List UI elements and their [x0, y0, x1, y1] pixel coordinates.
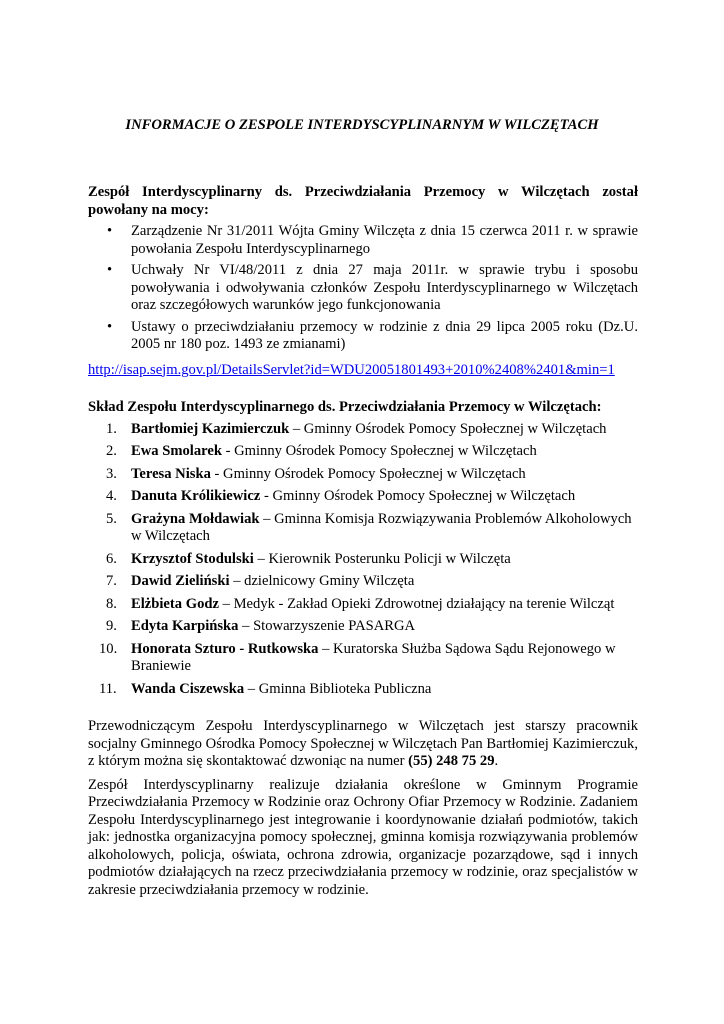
list-item	[88, 421, 638, 439]
chair-paragraph	[88, 718, 638, 771]
list-item	[88, 511, 638, 546]
item-number: 1.	[106, 420, 117, 437]
item-number: 6.	[106, 550, 117, 567]
member-role: - Gminny Ośrodek Pomocy Społecznej w Wilczętach	[221, 443, 537, 459]
members-heading: Skład Zespołu Interdyscyplinarnego ds. Przeciwdziałania Przemocy w Wilczętach:	[88, 399, 602, 415]
member-role: – Gminny Ośrodek Pomocy Społecznej w Wilczętach	[289, 420, 607, 437]
bullet-icon: •	[107, 223, 113, 239]
item-number: 3.	[106, 465, 117, 482]
item-number: 7.	[106, 573, 117, 589]
list-item	[88, 618, 638, 636]
list-item	[88, 262, 638, 315]
member-name: Bartłomiej Kazimierczuk	[131, 420, 290, 437]
legal-basis-text: Uchwały Nr VI/48/2011 z dnia 27 maja 2011r. w sprawie trybu i sposobu powoływania i odwoływania członków Zespołu Interdyscyplinarnego w Wilczętach oraz szczegółowych warunków jego funkcjonowania	[131, 262, 638, 313]
chair-text: Przewodniczącym Zespołu Interdyscyplinarnego w Wilczętach jest starszy pracownik socjalny Gminnego Ośrodka Pomocy Społecznej w Wilczętach Pan Bartłomiej Kazimierczuk, z którym można się skontaktować dzwoniąc na numer	[88, 718, 638, 769]
member-role: – Gminna Komisja Rozwiązywania Problemów Alkoholowych w Wilczętach	[131, 510, 632, 544]
member-role: – Stowarzyszenie PASARGA	[238, 618, 416, 634]
item-number: 4.	[106, 488, 117, 504]
list-item	[88, 641, 638, 676]
list-item	[88, 223, 638, 258]
item-number: 10.	[99, 640, 118, 657]
list-item	[88, 573, 638, 591]
member-name: Dawid Zieliński	[131, 573, 230, 589]
member-role: – Gminna Biblioteka Publiczna	[244, 680, 432, 697]
item-number: 11.	[99, 680, 117, 697]
legal-basis-text: Ustawy o przeciwdziałaniu przemocy w rodzinie z dnia 29 lipca 2005 roku (Dz.U. 2005 nr 180 poz. 1493 ze zmianami)	[131, 318, 638, 352]
isap-link[interactable]: http://isap.sejm.gov.pl/DetailsServlet?id=WDU20051801493+2010%2408%2401&min=1	[88, 361, 615, 378]
intro-heading: Zespół Interdyscyplinarny ds. Przeciwdziałania Przemocy w Wilczętach został powołany na mocy:	[88, 184, 638, 218]
member-name: Krzysztof Stodulski	[131, 550, 254, 567]
chair-end: .	[494, 753, 499, 769]
member-role: – Kierownik Posterunku Policji w Wilczęta	[253, 550, 511, 567]
member-name: Elżbieta Godz	[131, 595, 219, 612]
member-role: - Gminny Ośrodek Pomocy Społecznej w Wilczętach	[210, 465, 526, 482]
list-item	[88, 488, 638, 506]
page-title: INFORMACJE O ZESPOLE INTERDYSCYPLINARNYM W WILCZĘTACH	[125, 117, 599, 133]
member-name: Danuta Królikiewicz	[131, 488, 261, 504]
list-item	[88, 319, 638, 354]
member-name: Wanda Ciszewska	[131, 680, 245, 697]
member-name: Edyta Karpińska	[131, 618, 239, 634]
legal-basis-text: Zarządzenie Nr 31/2011 Wójta Gminy Wilczęta z dnia 15 czerwca 2011 r. w sprawie powołania Zespołu Interdyscyplinarnego	[131, 223, 638, 257]
member-name: Teresa Niska	[131, 465, 211, 482]
item-number: 5.	[106, 510, 117, 527]
member-role: – Medyk - Zakład Opieki Zdrowotnej działający na terenie Wilcząt	[218, 595, 615, 612]
legal-basis-list	[88, 223, 638, 354]
list-item	[88, 443, 638, 461]
list-item	[88, 551, 638, 569]
item-number: 8.	[106, 595, 117, 612]
member-role: – Kuratorska Służba Sądowa Sądu Rejonowego w Braniewie	[131, 640, 616, 674]
member-name: Ewa Smolarek	[131, 443, 222, 459]
member-name: Grażyna Mołdawiak	[131, 510, 260, 527]
list-item	[88, 466, 638, 484]
bullet-icon: •	[107, 318, 113, 335]
member-role: - Gminny Ośrodek Pomocy Społecznej w Wilczętach	[260, 488, 576, 504]
item-number: 9.	[106, 618, 117, 634]
member-name: Honorata Szturo - Rutkowska	[131, 640, 319, 657]
list-item	[88, 681, 638, 699]
members-list	[88, 421, 638, 699]
phone-number: (55) 248 75 29	[408, 753, 495, 769]
list-item	[88, 596, 638, 614]
bullet-icon: •	[107, 262, 113, 278]
description-paragraph: Zespół Interdyscyplinarny realizuje działania określone w Gminnym Programie Przeciwdziałania Przemocy w Rodzinie oraz Ochrony Ofiar Przemocy w Rodzinie. Zadaniem Zespołu Interdyscyplinarnego jest integrowanie i koordynowanie działań podmiotów, takich jak: jednostka organizacyjna pomocy społecznej, gminna komisja rozwiązywania problemów alkoholowych, policja, oświata, ochrona zdrowia, organizacje pozarządowe, sąd i innych podmiotów działających na rzecz przeciwdziałania przemocy w rodzinie, oraz specjalistów w zakresie przeciwdziałania przemocy w rodzinie.	[88, 776, 638, 898]
item-number: 2.	[106, 443, 117, 459]
document-body	[88, 184, 638, 899]
member-role: – dzielnicowy Gminy Wilczęta	[229, 573, 415, 589]
